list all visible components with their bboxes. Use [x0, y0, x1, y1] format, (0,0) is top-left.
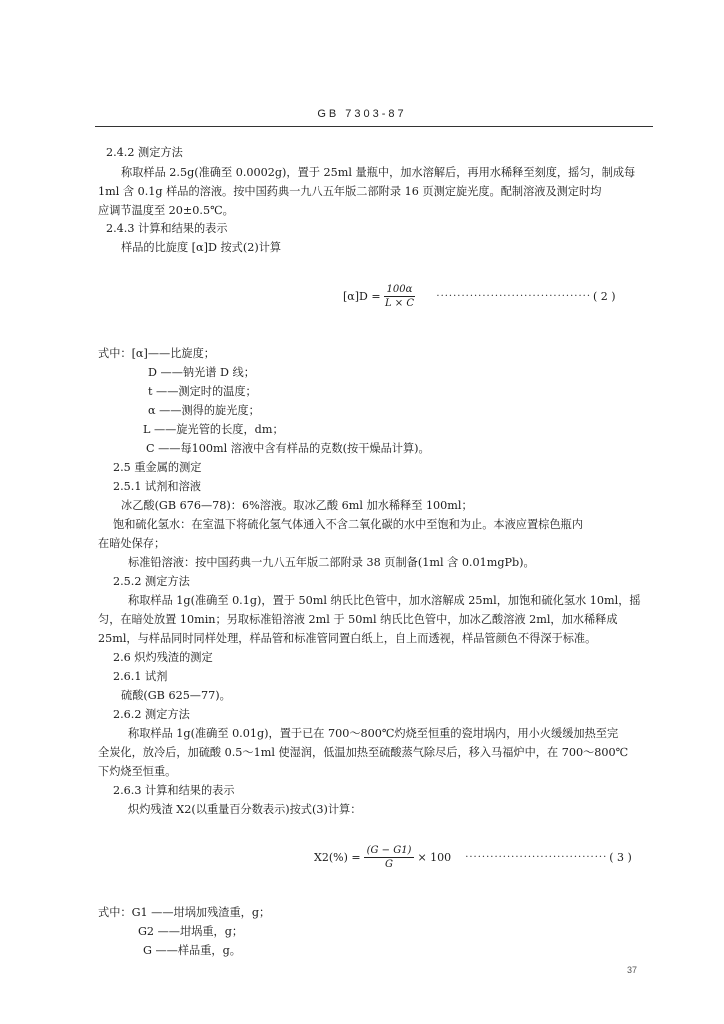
formula-numerator: (G − G1)	[364, 845, 415, 858]
where-line: L ——旋光管的长度，dm；	[143, 423, 284, 436]
paragraph-line: 全炭化，放冷后，加硫酸 0.5～1ml 使湿润，低温加热至硫酸蒸气除尽后，移入马福炉中，在 700～800℃	[98, 746, 629, 759]
page-header: GB 7303-87	[317, 108, 407, 120]
heading-2-4-2: 2.4.2 测定方法	[106, 146, 183, 159]
heading-2-6-3: 2.6.3 计算和结果的表示	[113, 784, 235, 797]
leader-dots: ··································	[465, 852, 608, 863]
header-rule	[95, 126, 653, 127]
formula-3	[314, 845, 632, 870]
formula-lhs: [α]D =	[343, 290, 381, 303]
formula-label: ( 3 )	[609, 851, 632, 864]
formula-fraction	[384, 284, 416, 309]
paragraph-line: 硫酸(GB 625—77)。	[121, 689, 231, 702]
where-line: α ——测得的旋光度；	[148, 404, 260, 417]
heading-2-6-2: 2.6.2 测定方法	[113, 708, 190, 721]
where-line: G2 ——坩埚重，g；	[138, 925, 244, 938]
paragraph-line: 应调节温度至 20±0.5℃。	[98, 204, 234, 217]
where-line: t ——测定时的温度；	[148, 385, 257, 398]
paragraph-line: 标准铅溶液：按中国药典一九八五年版二部附录 38 页制备(1ml 含 0.01mgPb)。	[128, 556, 535, 569]
where-line: 式中：G1 ——坩埚加残渣重，g；	[98, 906, 271, 919]
where-line: C ——每100ml 溶液中含有样品的克数(按干燥品计算)。	[146, 442, 430, 455]
paragraph-line: 样品的比旋度 [α]D 按式(2)计算	[121, 241, 282, 254]
formula-lhs: X2(%) =	[314, 851, 361, 864]
heading-2-6: 2.6 炽灼残渣的测定	[113, 651, 213, 664]
paragraph-line: 称取样品 2.5g(准确至 0.0002g)，置于 25ml 量瓶中，加水溶解后，再用水稀释至刻度，摇匀，制成每	[121, 166, 636, 179]
paragraph-line: 下灼烧至恒重。	[98, 765, 177, 778]
formula-label: ( 2 )	[593, 290, 616, 303]
heading-2-5-2: 2.5.2 测定方法	[113, 575, 190, 588]
heading-2-5: 2.5 重金属的测定	[113, 461, 202, 474]
formula-denominator: L × C	[384, 298, 414, 309]
formula-denominator: G	[385, 859, 394, 870]
formula-fraction	[364, 845, 415, 870]
paragraph-line: 匀，在暗处放置 10min；另取标准铅溶液 2ml 于 50ml 纳氏比色管中，加冰乙酸溶液 2ml，加水稀释成	[98, 613, 618, 626]
paragraph-line: 称取样品 1g(准确至 0.1g)，置于 50ml 纳氏比色管中，加水溶解成 25ml，加饱和硫化氢水 10ml，摇	[128, 594, 641, 607]
paragraph-line: 炽灼残渣 X2(以重量百分数表示)按式(3)计算：	[128, 803, 362, 816]
page-number: 37	[627, 965, 638, 975]
leader-dots: ·····································	[436, 291, 592, 302]
where-line: 式中：[α]——比旋度；	[98, 347, 215, 360]
paragraph-line: 饱和硫化氢水：在室温下将硫化氢气体通入不含二氧化碳的水中至饱和为止。本液应置棕色瓶内	[113, 518, 583, 531]
where-line: G ——样品重，g。	[143, 944, 241, 957]
formula-2	[343, 284, 616, 309]
heading-2-6-1: 2.6.1 试剂	[113, 670, 168, 683]
heading-2-4-3: 2.4.3 计算和结果的表示	[106, 222, 228, 235]
formula-rhs: × 100	[417, 851, 452, 864]
where-line: D ——钠光谱 D 线；	[148, 366, 255, 379]
paragraph-line: 冰乙酸(GB 676—78)：6%溶液。取冰乙酸 6ml 加水稀释至 100ml；	[121, 499, 473, 512]
formula-numerator: 100α	[384, 284, 416, 297]
paragraph-line: 在暗处保存；	[98, 537, 166, 550]
paragraph-line: 1ml 含 0.1g 样品的溶液。按中国药典一九八五年版二部附录 16 页测定旋光度。配制溶液及测定时均	[98, 185, 602, 198]
paragraph-line: 25ml，与样品同时同样处理，样品管和标准管同置白纸上，自上而透视，样品管颜色不得深于标准。	[98, 632, 597, 645]
heading-2-5-1: 2.5.1 试剂和溶液	[113, 480, 201, 493]
paragraph-line: 称取样品 1g(准确至 0.01g)，置于已在 700～800℃灼烧至恒重的瓷坩埚内，用小火缓缓加热至完	[128, 727, 619, 740]
